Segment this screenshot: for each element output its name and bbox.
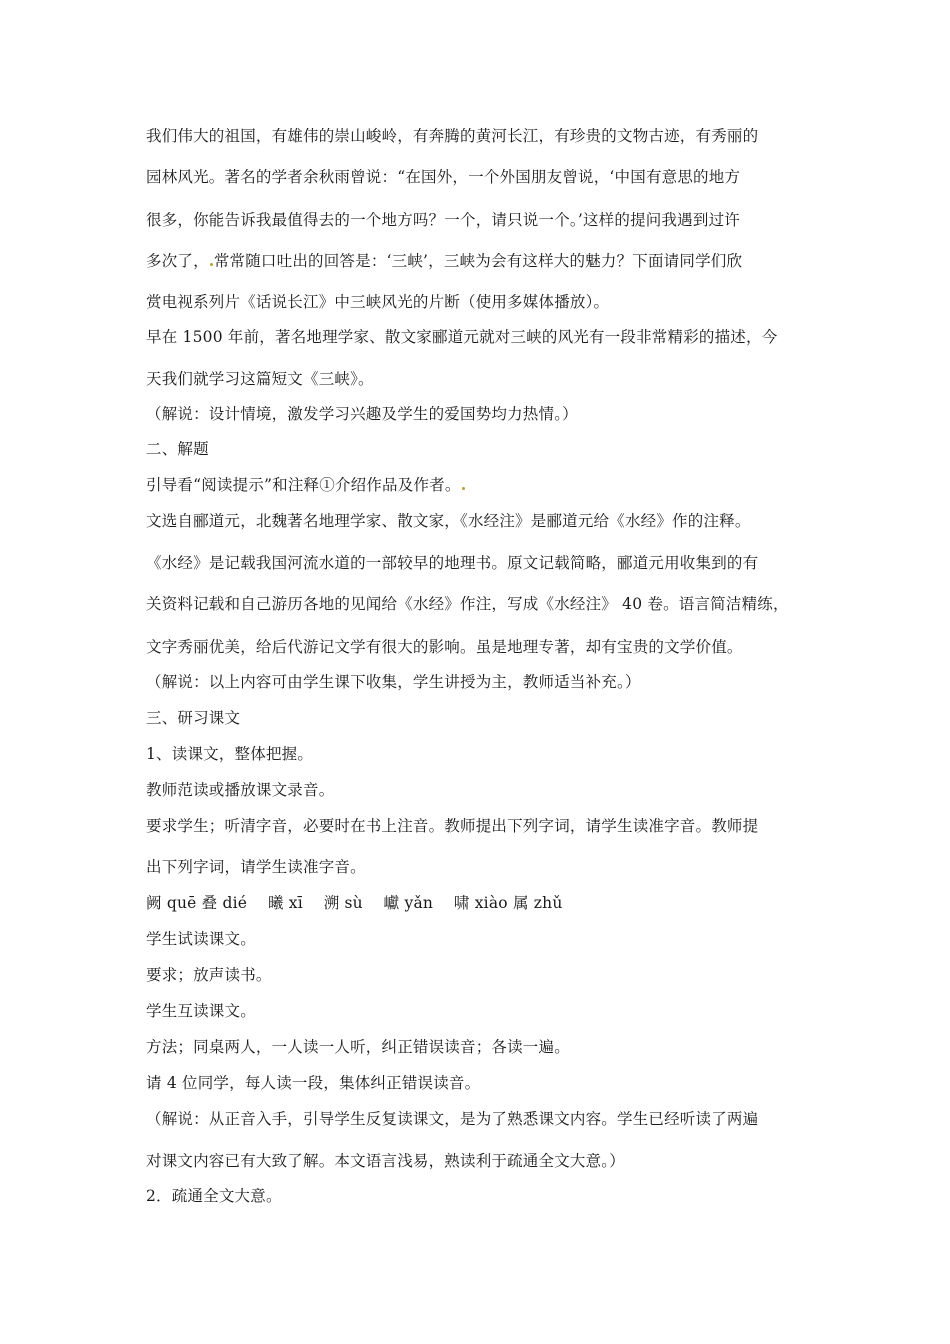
commentary-line: （解说：以上内容可由学生课下收集，学生讲授为主，教师适当补充。）: [146, 673, 641, 691]
paragraph-line: 天我们就学习这篇短文《三峡》。: [146, 370, 374, 388]
paragraph-line: 园林风光。著名的学者余秋雨曾说：“在国外，一个外国朋友曾说，‘中国有意思的地方: [146, 168, 741, 186]
line-segment: 多次了，: [146, 252, 209, 270]
line-segment: 引导看“阅读提示”和注释①介绍作品及作者。: [146, 476, 461, 494]
paragraph-line: 赏电视系列片《话说长江》中三峡风光的片断（使用多媒体播放）。: [146, 293, 610, 311]
paragraph-line: 早在 1500 年前，著名地理学家、散文家郦道元就对三峡的风光有一段非常精彩的描述，今: [146, 328, 778, 346]
paragraph-line: 学生互读课文。: [146, 1002, 256, 1020]
paragraph-line: 文字秀丽优美，给后代游记文学有很大的影响。虽是地理专著，却有宝贵的文学价值。: [146, 638, 743, 656]
paragraph-line: [146, 475, 826, 495]
paragraph-line: 学生试读课文。: [146, 930, 256, 948]
marker-dot-icon: [210, 263, 213, 266]
pronunciation-line: 阙 quē 叠 dié 曦 xī 溯 sù 巘 yǎn 啸 xiào 属 zhǔ: [146, 894, 563, 912]
section-heading: 二、解题: [146, 440, 209, 458]
paragraph-line: 关资料记载和自己游历各地的见闻给《水经》作注，写成《水经注》 40 卷。语言简洁精练，: [146, 595, 789, 613]
marker-dot-icon: [462, 487, 465, 490]
paragraph-line: 要求学生；听清字音，必要时在书上注音。教师提出下列字词，请学生读准字音。教师提: [146, 817, 759, 835]
paragraph-line: 我们伟大的祖国，有雄伟的崇山峻岭，有奔腾的黄河长江，有珍贵的文物古迹，有秀丽的: [146, 127, 759, 145]
line-segment: 常常随口吐出的回答是：‘三峡’，三峡为会有这样大的魅力？下面请同学们欣: [213, 252, 743, 270]
commentary-line: （解说：从正音入手，引导学生反复读课文，是为了熟悉课文内容。学生已经听读了两遍: [146, 1110, 759, 1128]
section-heading: 三、研习课文: [146, 709, 241, 727]
paragraph-line: [146, 251, 826, 271]
commentary-line: （解说：设计情境，激发学习兴趣及学生的爱国势均力热情。）: [146, 405, 578, 423]
paragraph-line: 文选自郦道元，北魏著名地理学家、散文家，《水经注》是郦道元给《水经》作的注释。: [146, 512, 751, 530]
paragraph-line: 《水经》是记载我国河流水道的一部较早的地理书。原文记载简略，郦道元用收集到的有: [146, 554, 759, 572]
subsection-heading: 2．疏通全文大意。: [146, 1187, 282, 1205]
paragraph-line: 请 4 位同学，每人读一段，集体纠正错误读音。: [146, 1074, 481, 1092]
paragraph-line: 出下列字词，请学生读准字音。: [146, 858, 366, 876]
subsection-heading: 1、读课文，整体把握。: [146, 745, 314, 763]
paragraph-line: 要求；放声读书。: [146, 966, 272, 984]
commentary-line: 对课文内容已有大致了解。本文语言浅易，熟读利于疏通全文大意。）: [146, 1152, 625, 1170]
paragraph-line: 很多，你能告诉我最值得去的一个地方吗？一个，请只说一个。’这样的提问我遇到过许: [146, 211, 740, 229]
paragraph-line: 教师范读或播放课文录音。: [146, 781, 335, 799]
paragraph-line: 方法；同桌两人，一人读一人听，纠正错误读音；各读一遍。: [146, 1038, 570, 1056]
